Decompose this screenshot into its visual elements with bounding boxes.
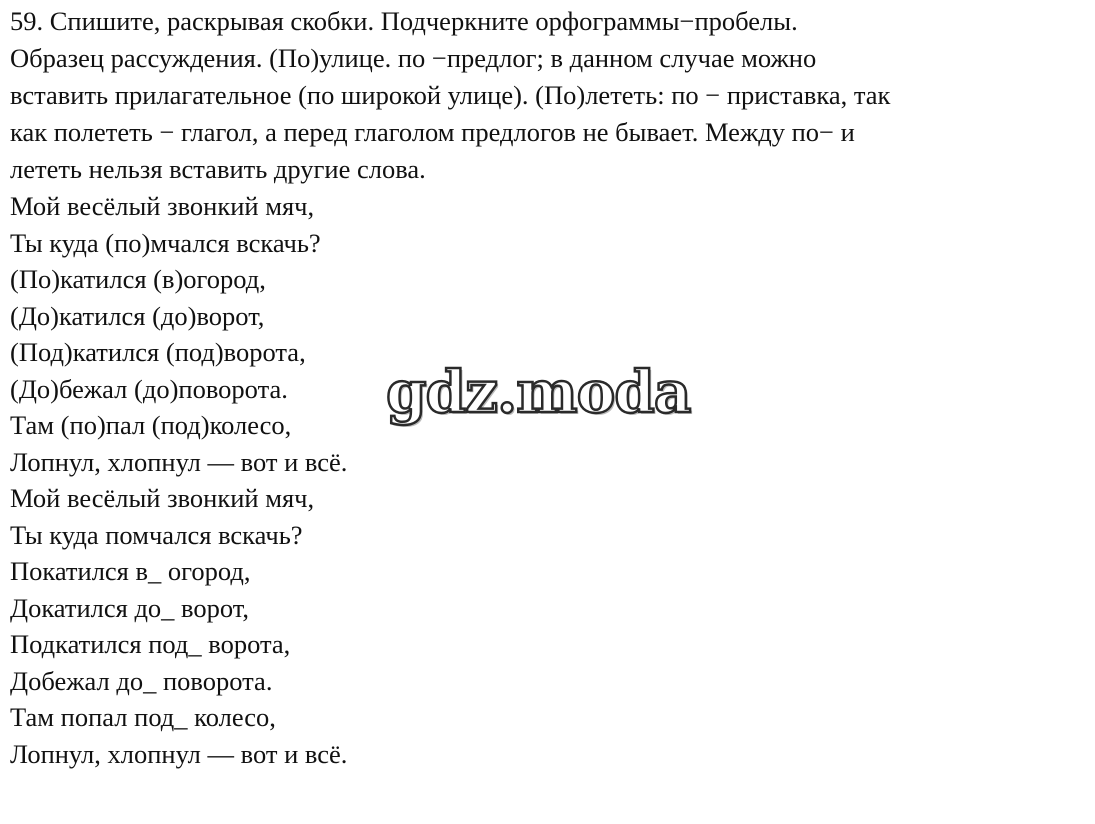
explanation-line: лететь нельзя вставить другие слова. xyxy=(10,154,426,184)
exercise-heading: 59. Спишите, раскрывая скобки. Подчеркните орфограммы−пробелы. xyxy=(10,6,798,36)
poem-answer-line: Там попал под_ колесо, xyxy=(10,702,276,732)
poem-original-line: Там (по)пал (под)колесо, xyxy=(10,410,292,440)
explanation-line: как полететь − глагол, а перед глаголом предлогов не бывает. Между по− и xyxy=(10,117,855,147)
poem-original-line: Мой весёлый звонкий мяч, xyxy=(10,191,315,221)
poem-original-line: (Под)катился (под)ворота, xyxy=(10,337,306,367)
poem-original-line: Ты куда (по)мчался вскачь? xyxy=(10,227,321,258)
poem-original-line: (До)бежал (до)поворота. xyxy=(10,373,288,404)
explanation-line: Образец рассуждения. (По)улице. по −предлог; в данном случае можно xyxy=(10,43,817,73)
poem-answer-line: Мой весёлый звонкий мяч, xyxy=(10,483,315,513)
poem-answer-line: Лопнул, хлопнул — вот и всё. xyxy=(10,738,348,769)
poem-answer-line: Покатился в_ огород, xyxy=(10,556,251,586)
watermark-logo: gdz.moda xyxy=(386,358,691,426)
explanation-line: вставить прилагательное (по широкой улице). (По)лететь: по − приставка, так xyxy=(10,80,891,110)
poem-answer-line: Докатился до_ ворот, xyxy=(10,592,249,623)
poem-answer-line: Добежал до_ поворота. xyxy=(10,665,273,696)
poem-answer-line: Ты куда помчался вскачь? xyxy=(10,519,303,550)
poem-original-line: (По)катился (в)огород, xyxy=(10,264,266,294)
poem-original-line: (До)катился (до)ворот, xyxy=(10,300,265,331)
poem-answer-line: Подкатился под_ ворота, xyxy=(10,629,291,659)
poem-original-line: Лопнул, хлопнул — вот и всё. xyxy=(10,446,348,477)
